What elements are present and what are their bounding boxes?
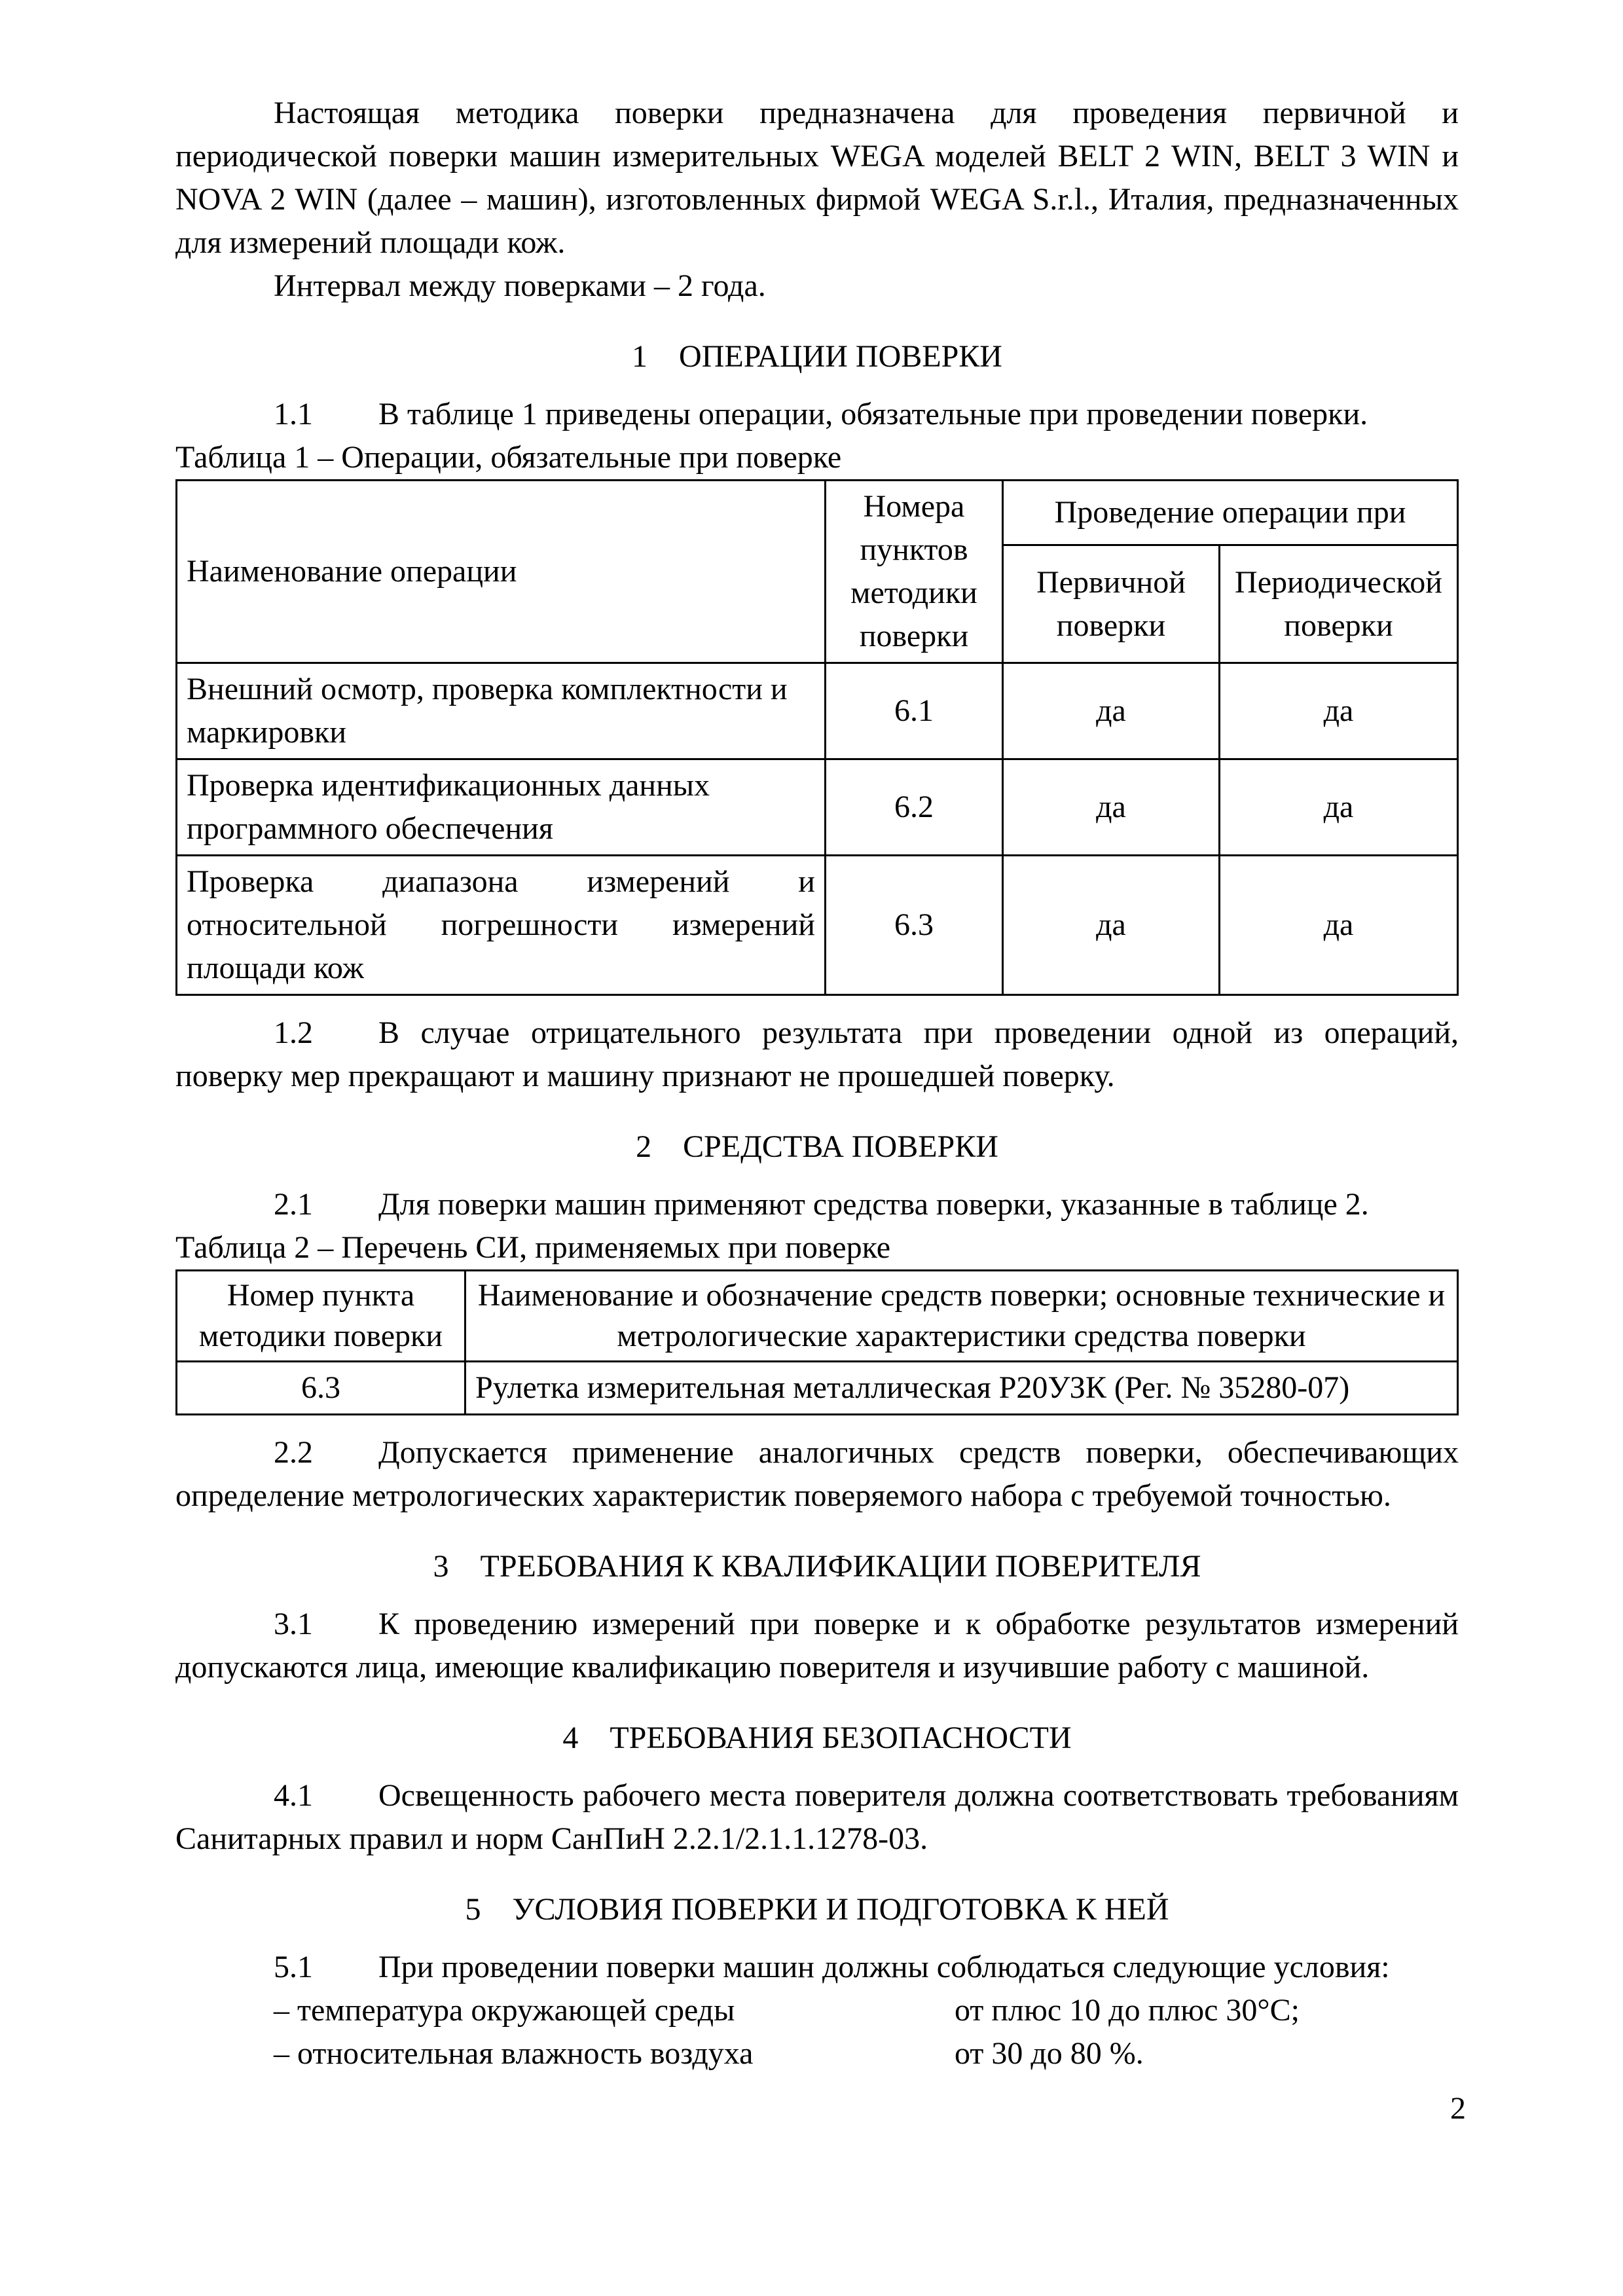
clause-number: 2.2 [274,1435,313,1470]
table-2-caption: Таблица 2 – Перечень СИ, применяемых при поверке [175,1230,890,1265]
paragraph-5-1: 5.1 При проведении поверки машин должны соблюдаться следующие условия: [175,1946,1459,1989]
table-1-caption: Таблица 1 – Операции, обязательные при поверке [175,440,842,475]
table-row [177,759,1458,856]
cell-periodic: да [1220,856,1458,995]
intro-paragraph: Настоящая методика поверки предназначена для проведения первичной и периодической поверки машин измерительных WEGA моделей BELT 2 WIN, BELT 3 WIN и NOVA 2 WIN (далее – машин), изготовленных фирмой WEGA S.r.l., Италия, предназначенных для измерений площади кож. [175,96,1459,260]
section-2-heading [175,1125,1459,1169]
clause-number: 1.2 [274,1015,313,1050]
clause-number: 4.1 [274,1778,313,1813]
cell-primary: да [1003,856,1220,995]
clause-number: 3.1 [274,1607,313,1641]
condition-row [175,1989,1459,2032]
table-row [177,1362,1458,1415]
clause-number: 5.1 [274,1950,313,1984]
cell-item-number: 6.3 [177,1362,465,1415]
paragraph-1-1: 1.1 В таблице 1 приведены операции, обязательные при проведении поверки. [175,393,1459,436]
condition-row [175,2032,1459,2075]
section-number: 4 [562,1721,579,1755]
interval-paragraph: Интервал между поверками – 2 года. [274,268,766,303]
section-number: 2 [636,1129,652,1164]
paragraph-2-1: 2.1 Для поверки машин применяют средства поверки, указанные в таблице 2. [175,1183,1459,1226]
table-row [177,663,1458,759]
section-number: 5 [465,1892,481,1927]
col-header-operation: Наименование операции [177,481,826,663]
cell-method-item: 6.3 [826,856,1003,995]
page-number: 2 [1450,2091,1466,2126]
clause-number: 1.1 [274,397,313,431]
paragraph-1-2: 1.2 В случае отрицательного результата при проведении одной из операций, поверку мер прекращают и машину признают не прошедшей поверку. [175,1011,1459,1098]
section-5-heading [175,1888,1459,1931]
section-title: ТРЕБОВАНИЯ БЕЗОПАСНОСТИ [610,1721,1072,1755]
section-title: ТРЕБОВАНИЯ К КВАЛИФИКАЦИИ ПОВЕРИТЕЛЯ [480,1549,1201,1584]
table-row [177,856,1458,995]
cell-method-item: 6.1 [826,663,1003,759]
section-title: ОПЕРАЦИИ ПОВЕРКИ [679,339,1002,374]
col-header-item-number: Номер пункта методики поверки [177,1271,465,1362]
paragraph-2-2: 2.2 Допускается применение аналогичных средств поверки, обеспечивающих определение метрологических характеристик поверяемого набора с требуемой точностью. [175,1431,1459,1518]
condition-label: – относительная влажность воздуха [274,2036,754,2071]
section-1-heading [175,335,1459,378]
cell-periodic: да [1220,759,1458,856]
col-header-primary: Первичной поверки [1003,545,1220,663]
section-4-heading [175,1717,1459,1760]
condition-value: от 30 до 80 %. [955,2036,1144,2071]
cell-operation: Проверка диапазона измерений и относительной погрешности измерений площади кож [177,856,826,995]
section-3-heading [175,1545,1459,1588]
cell-primary: да [1003,663,1220,759]
instruments-table [175,1269,1459,1415]
clause-number: 2.1 [274,1187,313,1222]
col-header-instrument: Наименование и обозначение средств поверки; основные технические и метрологические характеристики средства поверки [465,1271,1458,1362]
cell-primary: да [1003,759,1220,856]
section-number: 1 [632,339,648,374]
paragraph-4-1: 4.1 Освещенность рабочего места поверителя должна соответствовать требованиям Санитарных правил и норм СанПиН 2.2.1/2.1.1.1278-03. [175,1774,1459,1861]
section-title: СРЕДСТВА ПОВЕРКИ [683,1129,998,1164]
cell-operation: Проверка идентификационных данных программного обеспечения [177,759,826,856]
cell-periodic: да [1220,663,1458,759]
col-header-method-items: Номера пунктов методики поверки [826,481,1003,663]
cell-instrument: Рулетка измерительная металлическая Р20УЗК (Рег. № 35280-07) [465,1362,1458,1415]
section-title: УСЛОВИЯ ПОВЕРКИ И ПОДГОТОВКА К НЕЙ [512,1892,1169,1927]
paragraph-3-1: 3.1 К проведению измерений при поверке и к обработке результатов измерений допускаются лица, имеющие квалификацию поверителя и изучившие работу с машиной. [175,1603,1459,1689]
col-header-group: Проведение операции при [1003,481,1458,545]
document-page [175,92,1459,2075]
condition-label: – температура окружающей среды [274,1993,735,2028]
cell-operation: Внешний осмотр, проверка комплектности и маркировки [177,663,826,759]
section-number: 3 [433,1549,449,1584]
col-header-periodic: Периодической поверки [1220,545,1458,663]
cell-method-item: 6.2 [826,759,1003,856]
condition-value: от плюс 10 до плюс 30°С; [955,1993,1300,2028]
operations-table [175,479,1459,996]
